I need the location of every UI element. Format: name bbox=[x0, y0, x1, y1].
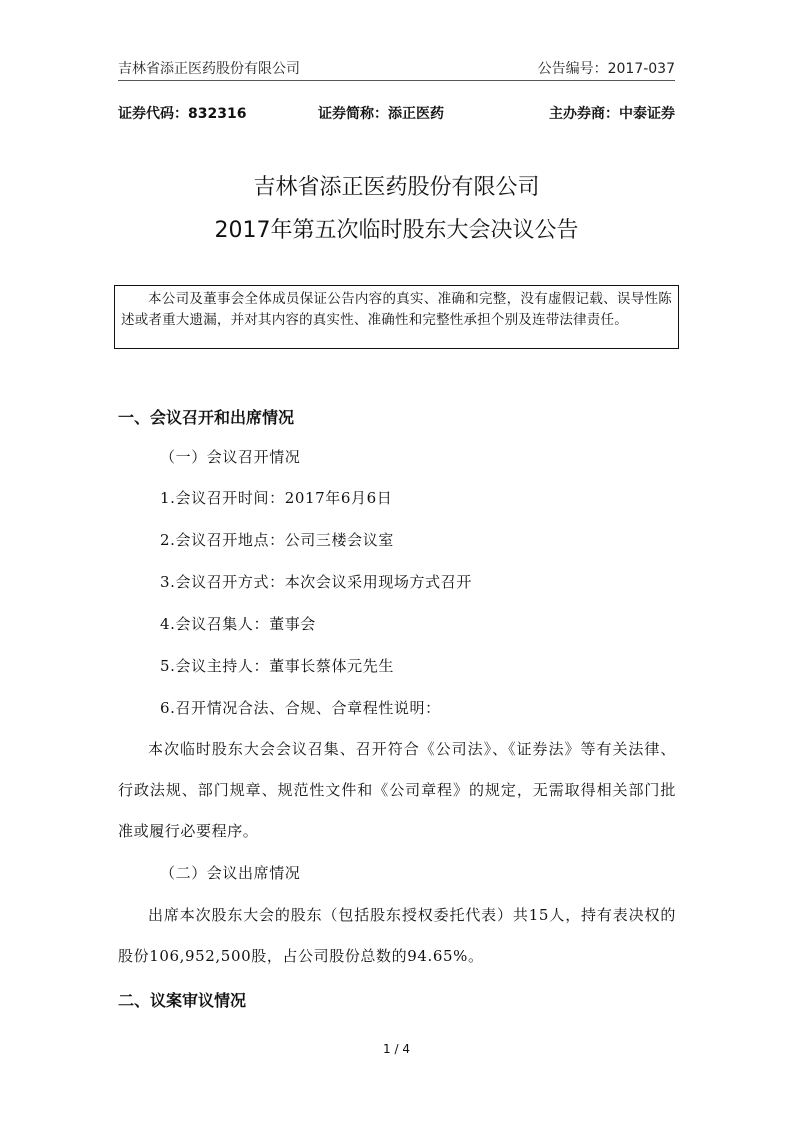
security-info bbox=[118, 103, 675, 125]
list-item: 2.会议召开地点：公司三楼会议室 bbox=[160, 531, 394, 549]
list-item: 4.会议召集人：董事会 bbox=[160, 615, 316, 633]
header-notice-number: 公告编号：2017-037 bbox=[537, 61, 675, 77]
page-number: 1 / 4 bbox=[383, 1042, 410, 1056]
list-item: 3.会议召开方式：本次会议采用现场方式召开 bbox=[160, 573, 472, 591]
page-header bbox=[118, 56, 675, 81]
list-item: 1.会议召开时间：2017年6月6日 bbox=[160, 489, 393, 507]
disclaimer-box: 本公司及董事会全体成员保证公告内容的真实、准确和完整，没有虚假记载、误导性陈述或者重大遗漏，并对其内容的真实性、准确性和完整性承担个别及连带法律责任。 bbox=[114, 285, 679, 349]
document-title-subject: 2017年第五次临时股东大会决议公告 bbox=[214, 218, 579, 243]
section-heading-resolutions: 二、议案审议情况 bbox=[118, 991, 247, 1010]
list-item: 5.会议主持人：董事长蔡体元先生 bbox=[160, 657, 394, 675]
attendance-paragraph: 出席本次股东大会的股东（包括股东授权委托代表）共15人，持有表决权的股份106,952,500股，占公司股份总数的94.65%。 bbox=[118, 906, 676, 965]
legality-paragraph: 本次临时股东大会会议召集、召开符合《公司法》、《证券法》等有关法律、行政法规、部门规章、规范性文件和《公司章程》的规定，无需取得相关部门批准或履行必要程序。 bbox=[118, 740, 676, 840]
header-company-name: 吉林省添正医药股份有限公司 bbox=[118, 61, 300, 77]
subsection-attendance: （二）会议出席情况 bbox=[160, 864, 301, 882]
sponsor-broker: 主办券商：中泰证券 bbox=[549, 106, 675, 122]
security-code: 证券代码：832316 bbox=[118, 106, 247, 122]
list-item: 6.召开情况合法、合规、合章程性说明： bbox=[160, 699, 441, 717]
security-short-name: 证券简称：添正医药 bbox=[318, 106, 444, 122]
document-title-company: 吉林省添正医药股份有限公司 bbox=[253, 175, 540, 200]
section-heading-meeting: 一、会议召开和出席情况 bbox=[118, 408, 295, 427]
subsection-convening: （一）会议召开情况 bbox=[160, 448, 301, 466]
